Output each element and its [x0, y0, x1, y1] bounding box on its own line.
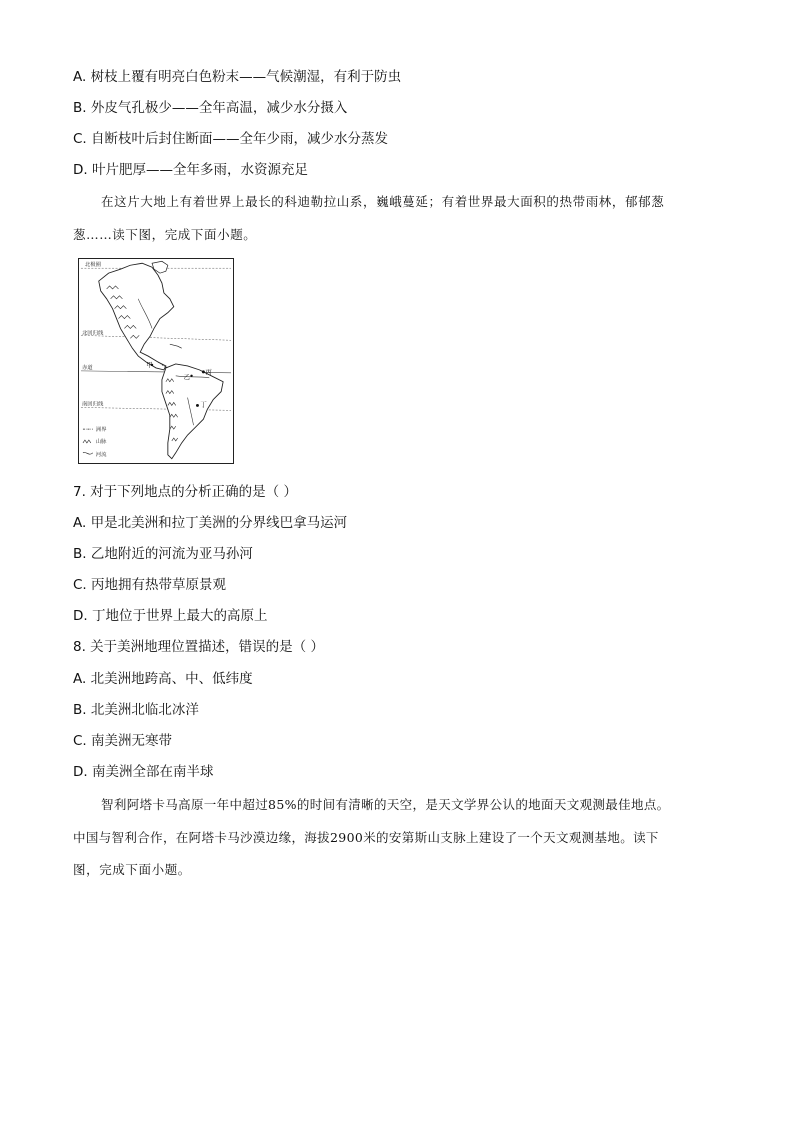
intro1-line2: 葱……读下图，完成下面小题。 [73, 227, 257, 242]
americas-map [79, 259, 233, 463]
option-b: B. 外皮气孔极少——全年高温，减少水分摄入 [73, 100, 348, 116]
arctic-circle-label: 北极圈 [84, 262, 101, 269]
q8-option-c: C. 南美洲无寒带 [73, 733, 173, 749]
point-bing-label: 丙 [205, 367, 212, 376]
option-c: C. 自断枝叶后封住断面——全年少雨，减少水分蒸发 [73, 131, 389, 147]
q8-option-b: B. 北美洲北临北冰洋 [73, 702, 199, 718]
question-7-stem: 7. 对于下列地点的分析正确的是（ ） [73, 484, 297, 500]
q7-option-d: D. 丁地位于世界上最大的高原上 [73, 608, 268, 624]
legend-mountain-label: 山脉 [95, 438, 107, 445]
q8-option-d: D. 南美洲全部在南半球 [73, 764, 214, 780]
q7-option-a: A. 甲是北美洲和拉丁美洲的分界线巴拿马运河 [73, 515, 348, 531]
option-a: A. 树枝上覆有明亮白色粉末——气候潮湿，有利于防虫 [73, 69, 402, 85]
q7-option-b: B. 乙地附近的河流为亚马孙河 [73, 546, 253, 562]
option-d: D. 叶片肥厚——全年多雨，水资源充足 [73, 162, 308, 178]
tropic-south-label: 南回归线 [81, 401, 104, 408]
tropic-north-label: 北回归线 [81, 330, 104, 337]
point-yi-label: 乙 [183, 372, 191, 381]
north-america-shape [99, 263, 174, 370]
intro2-line3: 图，完成下面小题。 [73, 862, 191, 877]
point-yi-marker [190, 375, 192, 377]
tropic-north-line [81, 335, 231, 340]
equator-label: 赤道 [81, 364, 93, 371]
legend-river-label: 河流 [95, 451, 107, 458]
americas-map-figure [78, 258, 234, 464]
caribbean-islands [170, 344, 182, 348]
intro2-line2: 中国与智利合作，在阿塔卡马沙漠边缘，海拔2900米的安第斯山支脉上建设了一个天文观测基地。读下 [73, 830, 659, 845]
point-ding-marker [196, 404, 199, 407]
south-america-shape [162, 364, 223, 459]
point-jia-label: 甲 [146, 360, 153, 369]
q7-option-c: C. 丙地拥有热带草原景观 [73, 577, 227, 593]
point-ding-label: 丁 [200, 400, 207, 409]
intro2-line1: 智利阿塔卡马高原一年中超过85%的时间有清晰的天空，是天文学界公认的地面天文观测最佳地点。 [101, 797, 670, 812]
legend-boundary-label: 洲界 [95, 427, 107, 434]
q8-option-a: A. 北美洲地跨高、中、低纬度 [73, 671, 253, 687]
intro1-line1: 在这片大地上有着世界上最长的科迪勒拉山系，巍峨蔓延；有着世界最大面积的热带雨林，郁郁葱 [101, 194, 665, 209]
map-legend [83, 425, 107, 458]
question-8-stem: 8. 关于美洲地理位置描述，错误的是（ ） [73, 639, 324, 655]
